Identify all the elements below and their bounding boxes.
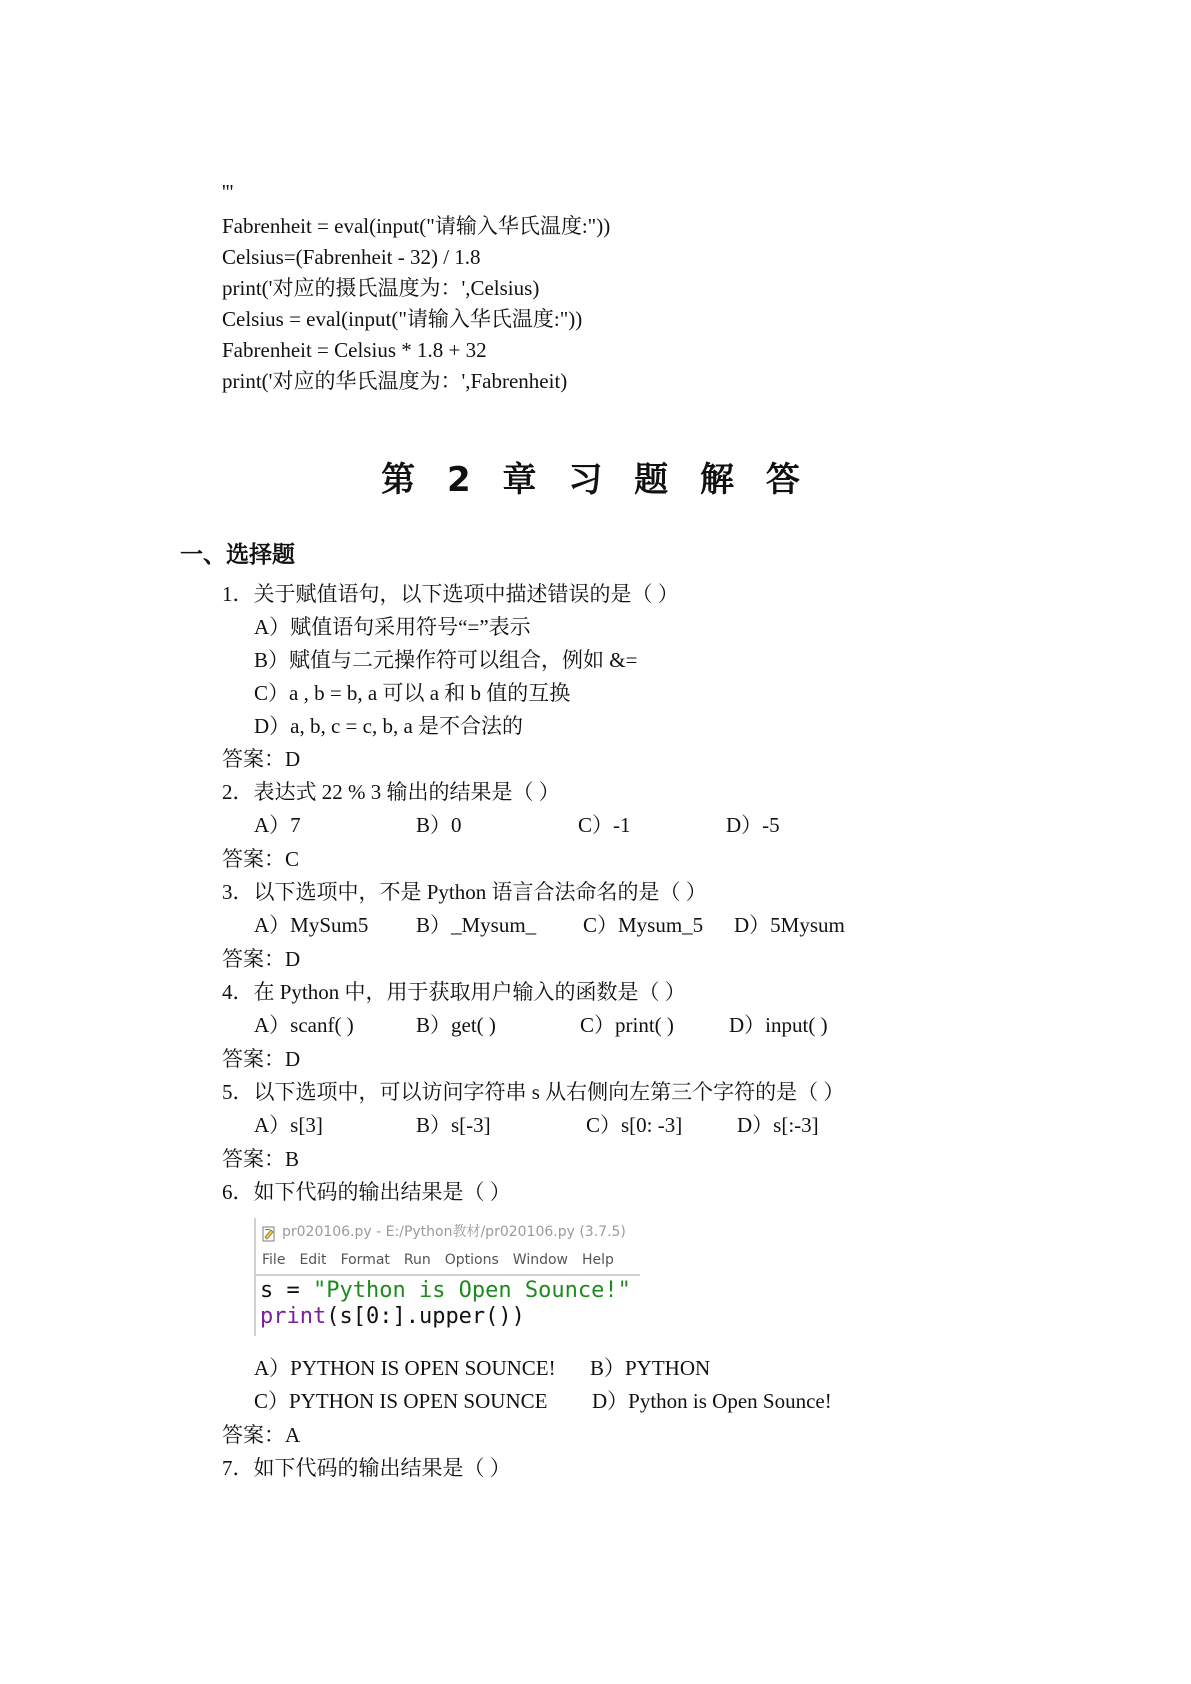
ide-title-bar: [254, 1218, 640, 1246]
option-a: A）7: [254, 813, 301, 837]
answer-5: 答案：B: [222, 1147, 300, 1171]
option-a: A）s[3]: [254, 1113, 323, 1137]
ide-code-area: [260, 1278, 631, 1330]
menu-help: Help: [582, 1252, 614, 1268]
code-line: print('对应的华氏温度为：',Fabrenheit): [222, 369, 568, 393]
option-c: C）PYTHON IS OPEN SOUNCE: [254, 1389, 548, 1413]
option-d: D）s[:-3]: [737, 1113, 819, 1137]
option-a: A）MySum5: [254, 913, 369, 937]
answer-4: 答案：D: [222, 1047, 301, 1071]
section-title: 一、选择题: [180, 542, 295, 568]
answer-1: 答案：D: [222, 747, 301, 771]
option-b: B）赋值与二元操作符可以组合，例如 &=: [254, 648, 638, 672]
ide-menu-bar: [254, 1246, 640, 1274]
ide-separator: [254, 1274, 640, 1276]
code-builtin: print: [260, 1304, 327, 1329]
answer-6: 答案：A: [222, 1423, 301, 1447]
option-c: C）print( ): [580, 1013, 674, 1037]
code-line: Fabrenheit = eval(input("请输入华氏温度:")): [222, 214, 611, 238]
menu-options: Options: [444, 1252, 499, 1268]
option-a: A）赋值语句采用符号“=”表示: [254, 615, 531, 639]
chapter-title: 第 2 章 习 题 解 答: [381, 460, 810, 500]
ide-title-text: pr020106.py - E:/Python教材/pr020106.py (3.7.5): [282, 1224, 626, 1240]
menu-file: File: [262, 1252, 286, 1268]
option-b: B）get( ): [416, 1013, 496, 1037]
menu-format: Format: [340, 1252, 390, 1268]
code-line: Celsius = eval(input("请输入华氏温度:")): [222, 307, 583, 331]
menu-window: Window: [512, 1252, 568, 1268]
option-d: D）-5: [726, 813, 780, 837]
code-line: print('对应的摄氏温度为：',Celsius): [222, 276, 540, 300]
option-a: A）scanf( ): [254, 1013, 354, 1037]
option-c: C）s[0: -3]: [586, 1113, 683, 1137]
menu-run: Run: [403, 1252, 431, 1268]
option-c: C）-1: [578, 813, 631, 837]
question-5: 5．以下选项中，可以访问字符串 s 从右侧向左第三个字符的是（ ）: [222, 1080, 845, 1104]
code-line: Celsius=(Fabrenheit - 32) / 1.8: [222, 245, 481, 269]
option-d: D）a, b, c = c, b, a 是不合法的: [254, 714, 524, 738]
question-3: 3．以下选项中，不是 Python 语言合法命名的是（ ）: [222, 880, 707, 904]
option-b: B）_Mysum_: [416, 913, 537, 937]
python-file-icon: [262, 1224, 276, 1240]
question-6: 6．如下代码的输出结果是（ ）: [222, 1180, 511, 1204]
code-string: "Python is Open Sounce!": [312, 1278, 631, 1303]
answer-2: 答案：C: [222, 847, 300, 871]
question-2: 2．表达式 22 % 3 输出的结果是（ ）: [222, 780, 560, 804]
option-d: D）input( ): [729, 1013, 828, 1037]
answer-3: 答案：D: [222, 947, 301, 971]
option-c: C）a , b = b, a 可以 a 和 b 值的互换: [254, 681, 571, 705]
option-b: B）s[-3]: [416, 1113, 491, 1137]
option-b: B）PYTHON: [590, 1356, 711, 1380]
menu-edit: Edit: [299, 1252, 327, 1268]
option-b: B）0: [416, 813, 462, 837]
ide-code-line-1: [260, 1278, 631, 1304]
option-d: D）5Mysum: [734, 913, 845, 937]
question-7: 7．如下代码的输出结果是（ ）: [222, 1456, 511, 1480]
ide-screenshot: [254, 1218, 640, 1336]
code-var: s =: [260, 1278, 313, 1303]
option-d: D）Python is Open Sounce!: [592, 1389, 832, 1413]
ide-code-line-2: [260, 1304, 631, 1330]
code-call: (s[0:].upper()): [326, 1304, 525, 1329]
option-a: A）PYTHON IS OPEN SOUNCE!: [254, 1356, 556, 1380]
option-c: C）Mysum_5: [583, 913, 704, 937]
question-1: 1．关于赋值语句，以下选项中描述错误的是（ ）: [222, 582, 679, 606]
code-line: ''': [222, 180, 234, 204]
code-line: Fabrenheit = Celsius * 1.8 + 32: [222, 338, 487, 362]
question-4: 4．在 Python 中，用于获取用户输入的函数是（ ）: [222, 980, 686, 1004]
